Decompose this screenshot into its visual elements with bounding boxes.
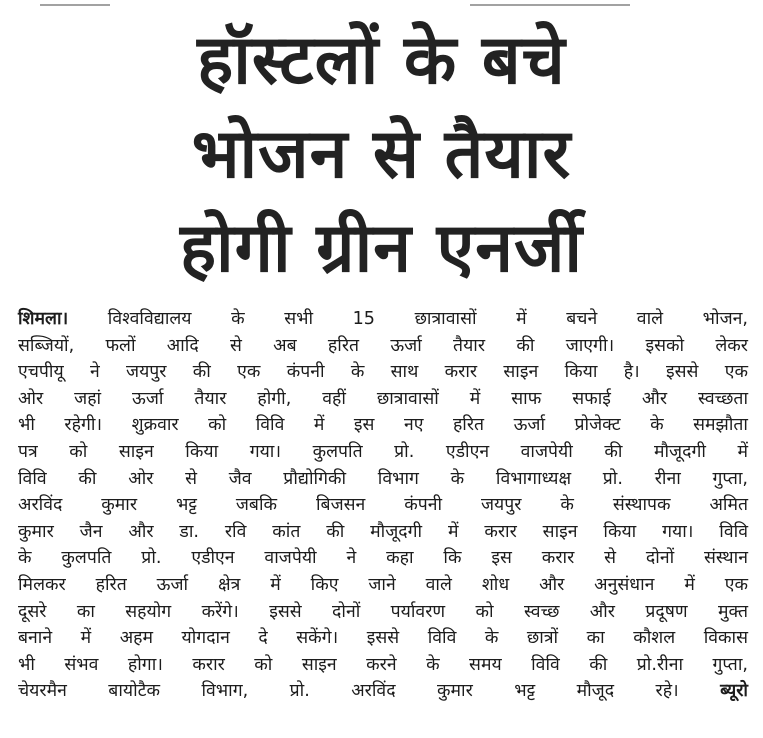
article-line: चेयरमैन बायोटैक विभाग, प्रो. अरविंद कुमार भट्ट मौजूद रहे। ब्यूरो	[18, 681, 748, 702]
article-line: पत्र को साइन किया गया। कुलपति प्रो. एडीएन वाजपेयी की मौजूदगी में	[18, 441, 748, 462]
headline-line-3: होगी ग्रीन एनर्जी	[179, 209, 584, 288]
article-line: सब्जियों, फलों आदि से अब हरित ऊर्जा तैयार की जाएगी। इसको लेकर	[18, 335, 748, 356]
article-body	[18, 306, 748, 705]
article-line: विवि की ओर से जैव प्रौद्योगिकी विभाग के विभागाध्यक्ष प्रो. रीना गुप्ता,	[18, 468, 748, 489]
article-line: कुमार जैन और डा. रवि कांत की मौजूदगी में करार साइन किया गया। विवि	[18, 521, 748, 542]
article-line: शिमला। विश्वविद्यालय के सभी 15 छात्रावासों में बचने वाले भोजन,	[18, 309, 748, 329]
article-line: दूसरे का सहयोग करेंगे। इससे दोनों पर्यावरण को स्वच्छ और प्रदूषण मुक्त	[18, 601, 748, 622]
article-line: एचपीयू ने जयपुर की एक कंपनी के साथ करार साइन किया है। इससे एक	[18, 362, 748, 383]
article-line: के कुलपति प्रो. एडीएन वाजपेयी ने कहा कि इस करार से दोनों संस्थान	[18, 548, 748, 569]
dateline: शिमला।	[18, 309, 69, 329]
article-line: मिलकर हरित ऊर्जा क्षेत्र में किए जाने वाले शोध और अनुसंधान में एक	[18, 574, 748, 595]
cropped-previous-column-edge	[0, 0, 763, 14]
headline-line-2: भोजन से तैयार	[191, 115, 572, 194]
article-line: बनाने में अहम योगदान दे सकेंगे। इससे विवि के छात्रों का कौशल विकास	[18, 628, 748, 649]
article-line: भी संभव होगा। करार को साइन करने के समय विवि की प्रो.रीना गुप्ता,	[18, 654, 748, 675]
article-line: अरविंद कुमार भट्ट जबकि बिजसन कंपनी जयपुर के संस्थापक अमित	[18, 495, 748, 516]
cropped-text-fragment	[470, 0, 630, 6]
headline-line-1: हॉस्टलों के बचे	[197, 21, 566, 100]
article-line: भी रहेगी। शुक्रवार को विवि में इस नए हरित ऊर्जा प्रोजेक्ट के समझौता	[18, 415, 748, 436]
byline: ब्यूरो	[720, 681, 748, 702]
cropped-text-fragment	[40, 0, 110, 6]
headline	[20, 14, 743, 296]
article-line: ओर जहां ऊर्जा तैयार होगी, वहीं छात्रावासों में साफ सफाई और स्वच्छता	[18, 388, 748, 409]
